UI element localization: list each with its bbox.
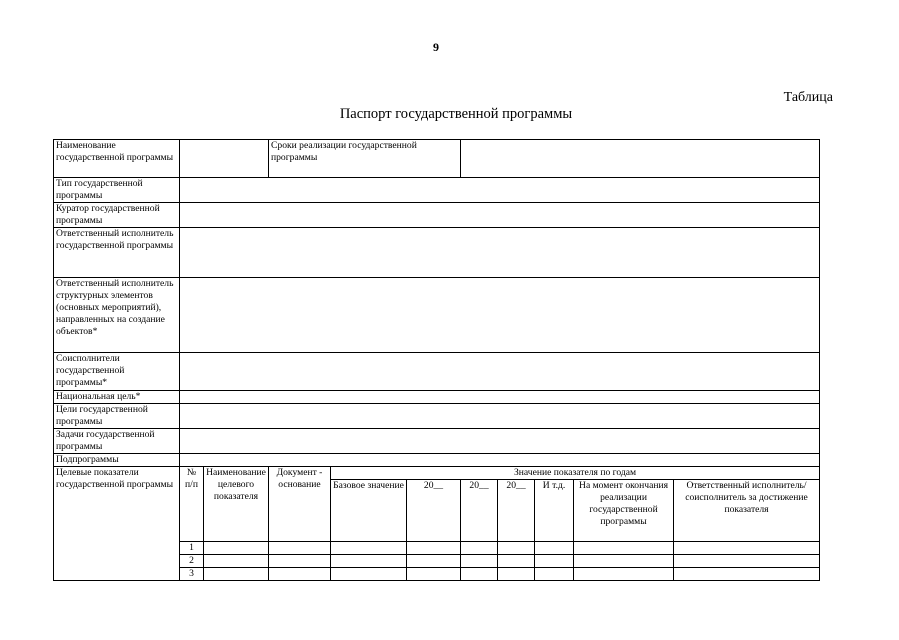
row-label-curator: Куратор государственной программы — [54, 203, 180, 228]
header-year-2: 20__ — [461, 479, 498, 541]
row-label-indicators: Целевые показатели государственной программы — [54, 467, 180, 581]
row-label-executor-structural: Ответственный исполнитель структурных элементов (основных мероприятий), направленных на создание объектов* — [54, 278, 180, 353]
header-values-by-year: Значение показателя по годам — [331, 467, 820, 480]
indicator-row-number: 3 — [180, 567, 204, 580]
goals-value-cell — [180, 404, 820, 429]
header-base-value: Базовое значение — [331, 479, 407, 541]
executor-structural-value-cell — [180, 278, 820, 353]
document-title: Паспорт государственной программы — [339, 106, 573, 122]
page-number: 9 — [433, 40, 439, 54]
row-label-tasks: Задачи государственной программы — [54, 429, 180, 454]
row-label-subprograms: Подпрограммы — [54, 454, 180, 467]
row-executor-structural — [54, 278, 820, 353]
row-label-executor: Ответственный исполнитель государственной программы — [54, 228, 180, 278]
terms-value-cell — [461, 140, 820, 178]
passport-table — [53, 139, 820, 581]
header-num: № п/п — [180, 467, 204, 542]
coexecutors-value-cell — [180, 353, 820, 391]
indicator-row-number: 2 — [180, 554, 204, 567]
header-end-of-program: На момент окончания реализации государственной программы — [574, 479, 674, 541]
row-indicators-header — [54, 467, 820, 480]
header-indicator-name: Наименование целевого показателя — [204, 467, 269, 542]
row-goals — [54, 404, 820, 429]
row-label-national-goal: Национальная цель* — [54, 391, 180, 404]
curator-value-cell — [180, 203, 820, 228]
row-label-type: Тип государственной программы — [54, 178, 180, 203]
row-type — [54, 178, 820, 203]
row-label-name: Наименование государственной программы — [54, 140, 180, 178]
tasks-value-cell — [180, 429, 820, 454]
row-label-coexecutors: Соисполнители государственной программы* — [54, 353, 180, 391]
header-year-1: 20__ — [407, 479, 461, 541]
row-tasks — [54, 429, 820, 454]
row-subprograms — [54, 454, 820, 467]
header-responsible: Ответственный исполнитель/ соисполнитель за достижение показателя — [674, 479, 820, 541]
national-goal-value-cell — [180, 391, 820, 404]
row-executor — [54, 228, 820, 278]
header-document: Документ - основание — [269, 467, 331, 542]
row-national-goal — [54, 391, 820, 404]
terms-label: Сроки реализации государственной программы — [269, 140, 461, 178]
type-value-cell — [180, 178, 820, 203]
table-label: Таблица — [783, 90, 833, 105]
subprograms-value-cell — [180, 454, 820, 467]
name-value-cell — [180, 140, 269, 178]
row-name — [54, 140, 820, 178]
header-etc: И т.д. — [535, 479, 574, 541]
row-label-goals: Цели государственной программы — [54, 404, 180, 429]
executor-value-cell — [180, 228, 820, 278]
indicator-row-number: 1 — [180, 541, 204, 554]
row-curator — [54, 203, 820, 228]
header-year-3: 20__ — [498, 479, 535, 541]
row-coexecutors — [54, 353, 820, 391]
